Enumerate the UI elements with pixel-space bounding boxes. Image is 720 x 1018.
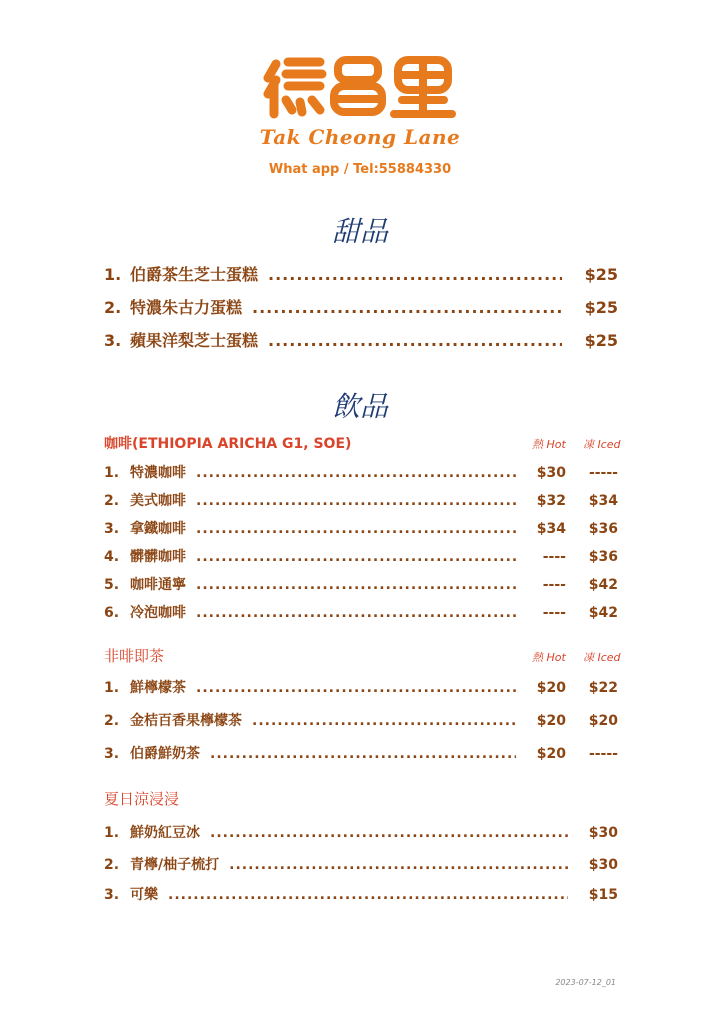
iced-price: $20 — [588, 713, 618, 729]
hot-header: 熱 Hot — [532, 651, 566, 664]
coffee-item — [104, 490, 618, 510]
item-price: $25 — [584, 298, 618, 317]
tea-item — [104, 710, 618, 730]
dot-leader — [252, 298, 562, 317]
item-number: 3. — [104, 746, 120, 762]
iced-price: $42 — [588, 577, 618, 593]
dot-leader — [196, 521, 516, 537]
tea-item — [104, 677, 618, 697]
iced-price: $34 — [588, 493, 618, 509]
desserts-title: 甜品 — [331, 215, 388, 248]
item-number: 1. — [104, 465, 120, 481]
item-price: $30 — [588, 857, 618, 873]
item-number: 6. — [104, 605, 120, 621]
item-number: 2. — [104, 493, 120, 509]
item-number: 4. — [104, 549, 120, 565]
iced-price: $42 — [588, 605, 618, 621]
dot-leader — [196, 680, 516, 696]
item-name: 拿鐵咖啡 — [130, 521, 186, 537]
item-name: 伯爵茶生芝士蛋糕 — [130, 265, 259, 284]
item-name: 冷泡咖啡 — [130, 605, 186, 621]
iced-price: $22 — [588, 680, 618, 696]
tea-item — [104, 743, 618, 763]
item-name: 特濃咖啡 — [130, 465, 186, 481]
dessert-item — [104, 295, 618, 318]
coffee-item — [104, 602, 618, 622]
hot-price: $32 — [536, 493, 566, 509]
dot-leader — [210, 825, 568, 841]
item-name: 青檸/柚子梳打 — [130, 857, 220, 873]
dot-leader — [229, 857, 568, 873]
summer-item — [104, 884, 618, 904]
dot-leader — [196, 577, 516, 593]
item-name: 美式咖啡 — [130, 493, 186, 509]
summer-item — [104, 854, 618, 874]
iced-header: 凍 Iced — [583, 651, 621, 664]
coffee-item — [104, 574, 618, 594]
hot-price: $30 — [536, 465, 566, 481]
non-coffee-category: 非啡即茶 — [104, 647, 165, 665]
dot-leader — [196, 465, 516, 481]
item-name: 髒髒咖啡 — [130, 549, 186, 565]
item-number: 1. — [104, 265, 122, 284]
item-number: 2. — [104, 298, 122, 317]
dot-leader — [196, 549, 516, 565]
hot-header: 熱 Hot — [532, 438, 566, 451]
hot-price: $34 — [536, 521, 566, 537]
item-number: 3. — [104, 521, 120, 537]
dot-leader — [196, 605, 516, 621]
dot-leader — [268, 331, 562, 350]
logo — [0, 52, 720, 126]
iced-price: ----- — [588, 746, 618, 762]
hot-price: $20 — [536, 746, 566, 762]
contact-info: What app / Tel:55884330 — [268, 162, 452, 177]
hot-price: ---- — [542, 549, 566, 565]
item-name: 鮮檸檬茶 — [130, 680, 186, 696]
dessert-item — [104, 328, 618, 351]
item-price: $15 — [588, 887, 618, 903]
coffee-item — [104, 518, 618, 538]
item-price: $25 — [584, 331, 618, 350]
item-name: 特濃朱古力蛋糕 — [130, 298, 243, 317]
item-price: $25 — [584, 265, 618, 284]
dot-leader — [268, 265, 562, 284]
item-number: 5. — [104, 577, 120, 593]
iced-price: ----- — [588, 465, 618, 481]
item-number: 3. — [104, 887, 120, 903]
iced-price: $36 — [588, 549, 618, 565]
coffee-category: 咖啡(ETHIOPIA ARICHA G1, SOE) — [104, 436, 352, 452]
hot-price: ---- — [542, 577, 566, 593]
hot-price: ---- — [542, 605, 566, 621]
item-number: 2. — [104, 857, 120, 873]
footer-version: 2023-07-12_01 — [555, 978, 616, 987]
hot-price: $20 — [536, 680, 566, 696]
logo-english: Tak Cheong Lane — [259, 125, 461, 149]
item-name: 蘋果洋梨芝士蛋糕 — [130, 331, 259, 350]
summer-category: 夏日涼浸浸 — [104, 790, 180, 808]
item-name: 可樂 — [130, 887, 158, 903]
item-price: $30 — [588, 825, 618, 841]
item-name: 伯爵鮮奶茶 — [130, 746, 200, 762]
coffee-item — [104, 462, 618, 482]
iced-price: $36 — [588, 521, 618, 537]
dot-leader — [196, 493, 516, 509]
item-name: 金桔百香果檸檬茶 — [130, 713, 242, 729]
logo-mark — [262, 52, 458, 122]
dessert-item — [104, 262, 618, 285]
iced-header: 凍 Iced — [583, 438, 621, 451]
drinks-title: 飲品 — [331, 390, 388, 423]
item-name: 咖啡通寧 — [130, 577, 186, 593]
item-number: 1. — [104, 680, 120, 696]
item-number: 3. — [104, 331, 122, 350]
item-name: 鮮奶紅豆冰 — [130, 825, 200, 841]
item-number: 1. — [104, 825, 120, 841]
dot-leader — [168, 887, 568, 903]
dot-leader — [210, 746, 516, 762]
coffee-item — [104, 546, 618, 566]
hot-price: $20 — [536, 713, 566, 729]
summer-item — [104, 822, 618, 842]
item-number: 2. — [104, 713, 120, 729]
dot-leader — [252, 713, 516, 729]
